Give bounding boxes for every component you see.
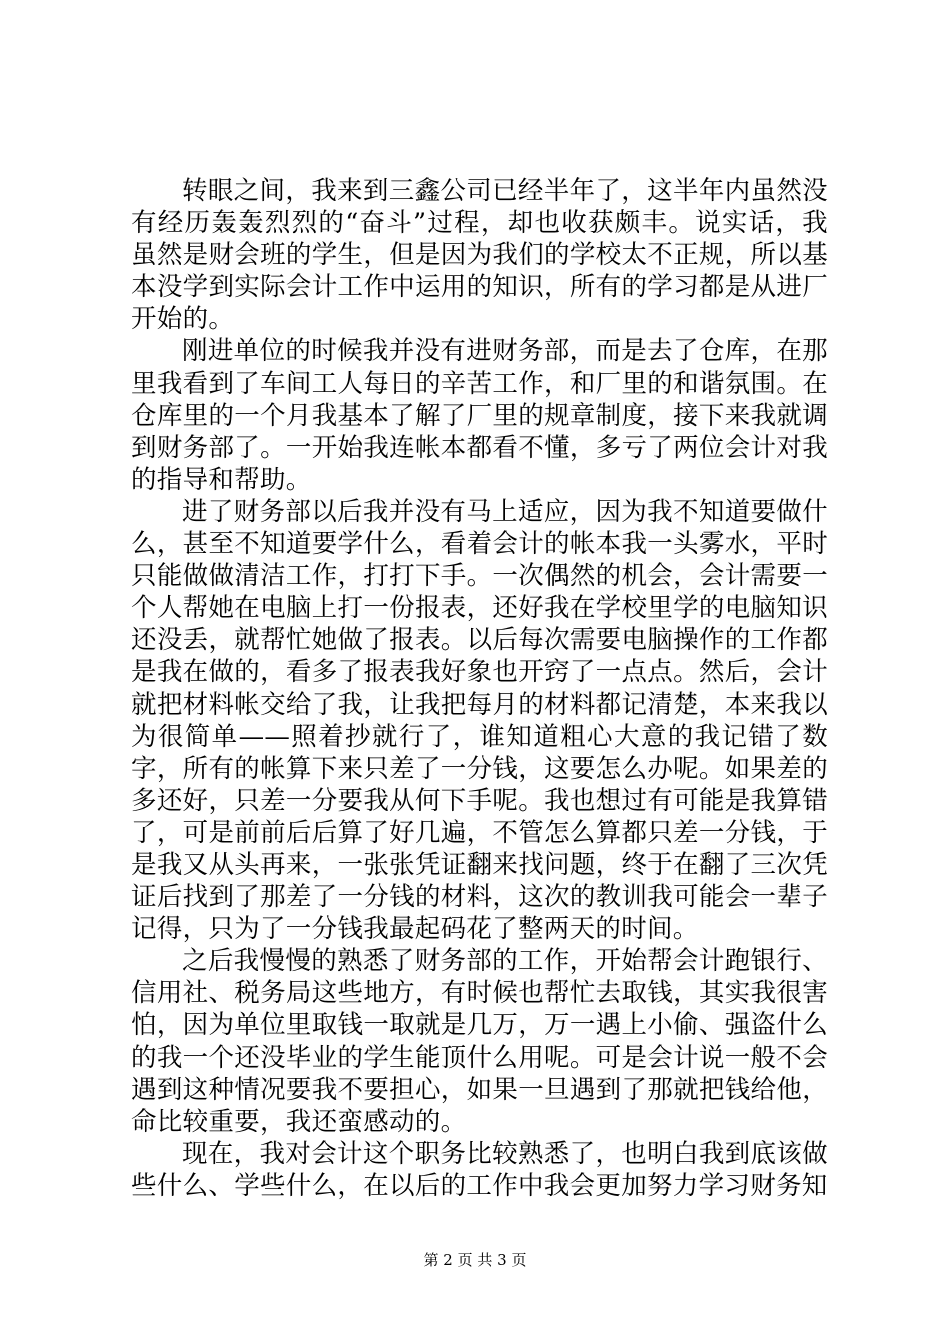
paragraph-3: 进了财务部以后我并没有马上适应，因为我不知道要做什么，甚至不知道要学什么，看着会计的帐本我一头雾水，平时只能做做清洁工作，打打下手。一次偶然的机会，会计需要一个人帮她在电脑上打一份报表，还好我在学校里学的电脑知识还没丢，就帮忙她做了报表。以后每次需要电脑操作的工作都是我在做的，看多了报表我好象也开窍了一点点。然后，会计就把材料帐交给了我，让我把每月的材料都记清楚，本来我以为很简单——照着抄就行了，谁知道粗心大意的我记错了数字，所有的帐算下来只差了一分钱，这要怎么办呢。如果差的多还好，只差一分要我从何下手呢。我也想过有可能是我算错了，可是前前后后算了好几遍，不管怎么算都只差一分钱，于是我又从头再来，一张张凭证翻来找问题，终于在翻了三次凭证后找到了那差了一分钱的材料，这次的教训我可能会一辈子记得，只为了一分钱我最起码花了整两天的时间。: [131, 496, 828, 945]
paragraph-5: 现在，我对会计这个职务比较熟悉了，也明白我到底该做些什么、学些什么，在以后的工作中我会更加努力学习财务知: [131, 1138, 828, 1201]
paragraph-2: 刚进单位的时候我并没有进财务部，而是去了仓库，在那里我看到了车间工人每日的辛苦工作，和厂里的和谐氛围。在仓库里的一个月我基本了解了厂里的规章制度，接下来我就调到财务部了。一开始我连帐本都看不懂，多亏了两位会计对我的指导和帮助。: [131, 336, 828, 495]
paragraph-1: 转眼之间，我来到三鑫公司已经半年了，这半年内虽然没有经历轰轰烈烈的“奋斗”过程，却也收获颇丰。说实话，我虽然是财会班的学生，但是因为我们的学校太不正规，所以基本没学到实际会计工作中运用的知识，所有的学习都是从进厂开始的。: [131, 176, 828, 335]
page-footer: [0, 1250, 950, 1270]
paragraph-4: 之后我慢慢的熟悉了财务部的工作，开始帮会计跑银行、信用社、税务局这些地方，有时候也帮忙去取钱，其实我很害怕，因为单位里取钱一取就是几万，万一遇上小偷、强盗什么的我一个还没毕业的学生能顶什么用呢。可是会计说一般不会遇到这种情况要我不要担心，如果一旦遇到了那就把钱给他，命比较重要，我还蛮感动的。: [131, 946, 828, 1137]
body-text: [131, 175, 828, 1202]
page-number: 第 2 页 共 3 页: [423, 1251, 527, 1269]
